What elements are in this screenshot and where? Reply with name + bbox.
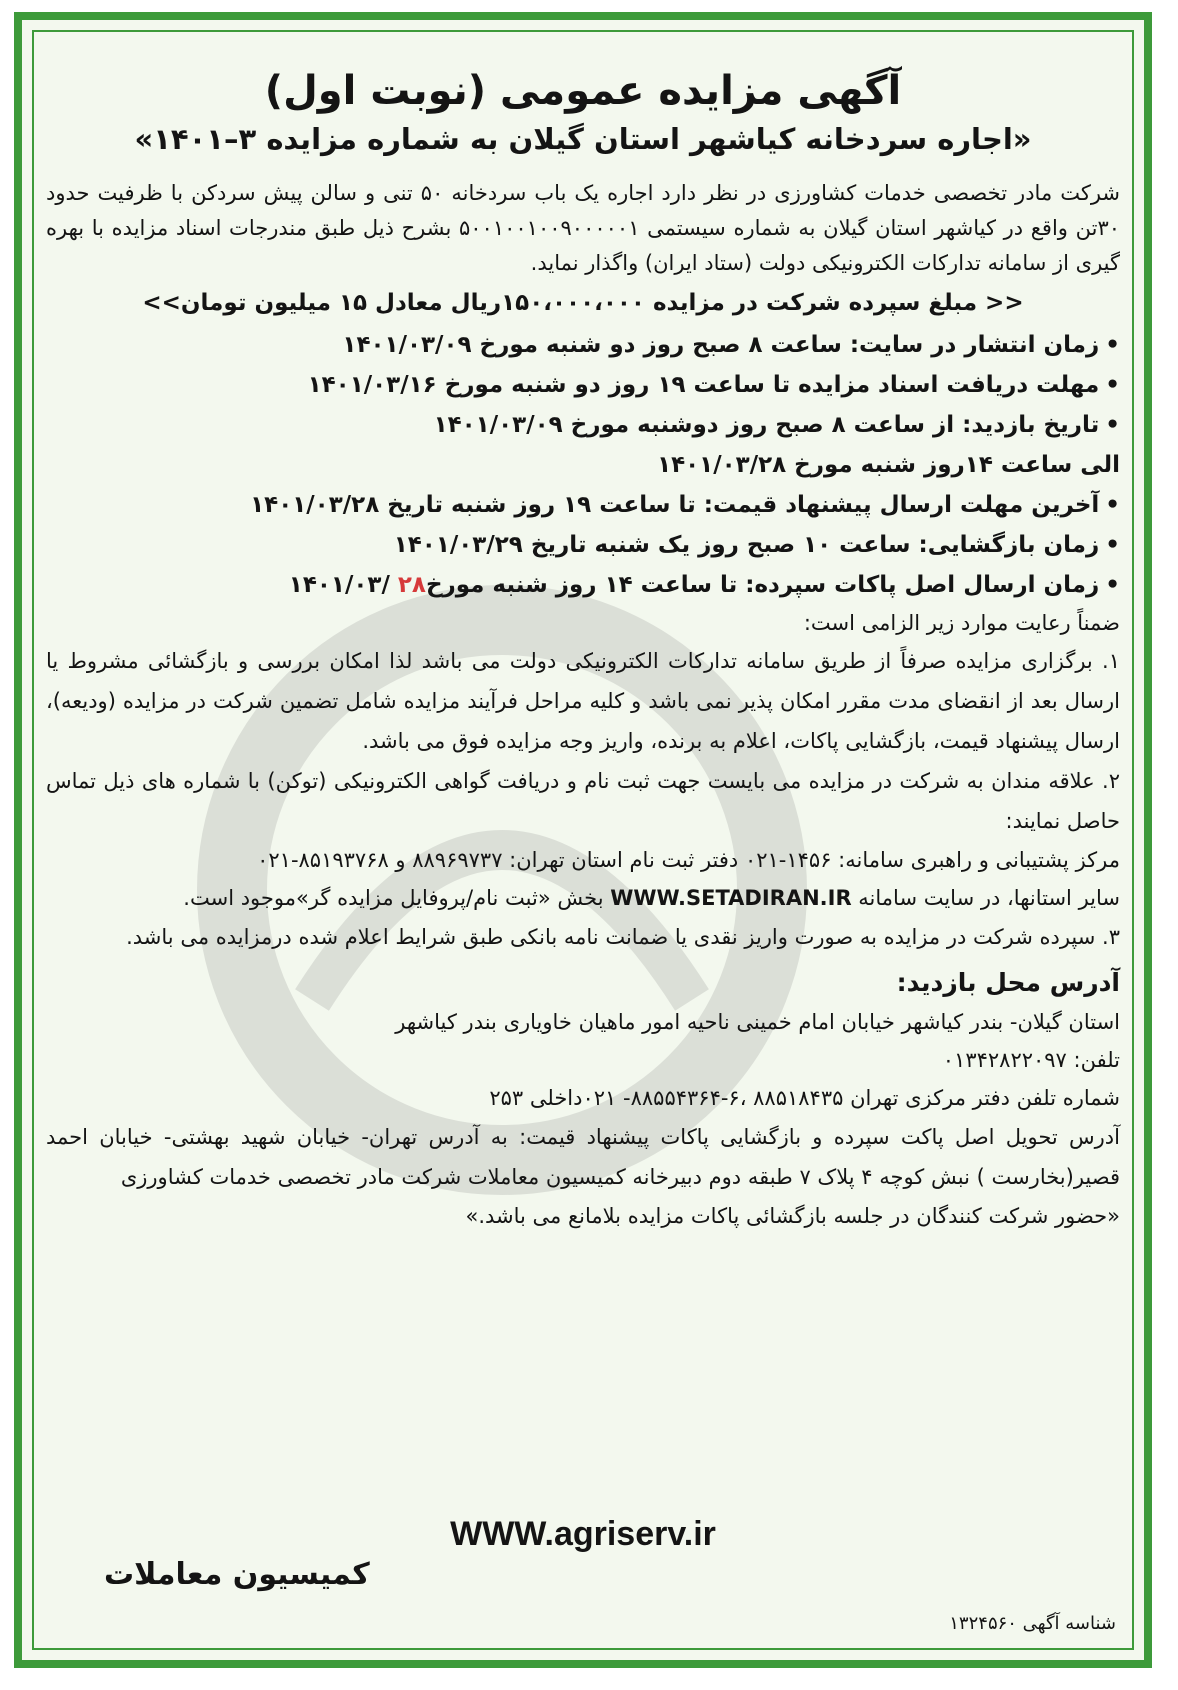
packets-deadline-pre: زمان ارسال اصل پاکات سپرده: تا ساعت ۱۴ روز شنبه مورخ: [425, 572, 1100, 598]
packets-deadline-highlight: ۲۸: [397, 572, 426, 598]
schedule-list: [46, 325, 1120, 445]
notice-content: [46, 38, 1120, 1650]
website-link[interactable]: WWW.agriserv.ir: [450, 1515, 716, 1553]
provinces-post: بخش «ثبت نام/پروفایل مزایده گر»موجود است.: [183, 886, 611, 910]
receive-docs-deadline: مهلت دریافت اسناد مزایده تا ساعت ۱۹ روز دو شنبه مورخ ۱۴۰۱/۰۳/۱۶: [307, 372, 1100, 398]
schedule-item: •زمان ارسال اصل پاکات سپرده: تا ساعت ۱۴ روز شنبه مورخ۲۸ /۱۴۰۱/۰۳: [288, 572, 1120, 598]
condition-2: ۲. علاقه مندان به شرکت در مزایده می بایست جهت ثبت نام و دریافت گواهی الکترونیکی (توکن) با شماره های ذیل تماس حاصل نمایند:: [46, 769, 1120, 833]
deposit-amount: << مبلغ سپرده شرکت در مزایده ۱۵۰،۰۰۰،۰۰۰ریال معادل ۱۵ میلیون تومان>>: [142, 290, 1024, 316]
notice-title: آگهی مزایده عمومی (نوبت اول): [264, 68, 902, 114]
attendance-note: «حضور شرکت کنندگان در جلسه بازگشائی پاکات مزایده بلامانع می باشد.»: [465, 1204, 1120, 1228]
setadiran-link[interactable]: WWW.SETADIRAN.IR: [610, 886, 852, 910]
intro-paragraph: شرکت مادر تخصصی خدمات کشاورزی در نظر دارد اجاره یک باب سردخانه ۵۰ تنی و سالن پیش سردکن با ظرفیت حدود ۳۰تن واقع در کیاشهر استان گیلان به شماره سیستمی ۵۰۰۱۰۰۱۰۰۹۰۰۰۰۰۱ بشرح ذیل طبق مندرجات اسناد مزایده با بهره گیری از سامانه تدارکات الکترونیکی دولت (ستاد ایران) واگذار نماید.: [46, 181, 1121, 275]
schedule-list-2: [46, 485, 1120, 605]
notice-subtitle: «اجاره سردخانه کیاشهر استان گیلان به شماره مزایده ۳–۱۴۰۱»: [134, 122, 1032, 156]
schedule-item: •تاریخ بازدید: از ساعت ۸ صبح روز دوشنبه مورخ ۱۴۰۱/۰۳/۰۹: [433, 412, 1120, 438]
tehran-office-phone: شماره تلفن دفتر مرکزی تهران ۸۸۵۱۸۴۳۵ ،۶-۸۸۵۵۴۳۶۴- ۰۲۱داخلی ۲۵۳: [489, 1086, 1120, 1110]
visit-date: تاریخ بازدید: از ساعت ۸ صبح روز دوشنبه مورخ ۱۴۰۱/۰۳/۰۹: [433, 412, 1100, 438]
packets-deadline-post: /۱۴۰۱/۰۳: [288, 572, 398, 598]
schedule-item: •مهلت دریافت اسناد مزایده تا ساعت ۱۹ روز دو شنبه مورخ ۱۴۰۱/۰۳/۱۶: [307, 372, 1120, 398]
schedule-item: •آخرین مهلت ارسال پیشنهاد قیمت: تا ساعت ۱۹ روز شنبه تاریخ ۱۴۰۱/۰۳/۲۸: [250, 492, 1120, 518]
schedule-item: •زمان بازگشایی: ساعت ۱۰ صبح روز یک شنبه تاریخ ۱۴۰۱/۰۳/۲۹: [393, 532, 1120, 558]
schedule-item: •زمان انتشار در سایت: ساعت ۸ صبح روز دو شنبه مورخ ۱۴۰۱/۰۳/۰۹: [342, 332, 1120, 358]
condition-3: ۳. سپرده شرکت در مزایده به صورت واریز نقدی یا ضمانت نامه بانکی طبق شرایط اعلام شده درمزایده می باشد.: [126, 925, 1120, 949]
conditions-intro: ضمناً رعایت موارد زیر الزامی است:: [803, 611, 1120, 635]
opening-time: زمان بازگشایی: ساعت ۱۰ صبح روز یک شنبه تاریخ ۱۴۰۱/۰۳/۲۹: [393, 532, 1100, 558]
ad-id: شناسه آگهی ۱۳۲۴۵۶۰: [949, 1613, 1116, 1634]
address-heading: آدرس محل بازدید:: [896, 968, 1120, 997]
delivery-address: آدرس تحویل اصل پاکت سپرده و بازگشایی پاکات پیشنهاد قیمت: به آدرس تهران- خیابان شهید بهشتی- خیابان احمد قصیر(بخارست ) نبش کوچه ۴ پلاک ۷ طبقه دوم دبیرخانه کمیسیون معاملات شرکت مادر تخصصی خدمات کشاورزی: [46, 1125, 1120, 1189]
provinces-pre: سایر استانها، در سایت سامانه: [851, 886, 1120, 910]
visit-address: استان گیلان- بندر کیاشهر خیابان امام خمینی ناحیه امور ماهیان خاویاری بندر کیاشهر: [395, 1010, 1120, 1034]
provinces-line: [46, 879, 1120, 917]
condition-1: ۱. برگزاری مزایده صرفاً از طریق سامانه تدارکات الکترونیکی دولت می باشد لذا امکان بررسی و بازگشائی مشروط یا ارسال بعد از انقضای مدت مقرر امکان پذیر نمی باشد و کلیه مراحل فرآیند مزایده شامل تضمین شرکت در مزایده (ودیعه)، ارسال پیشنهاد قیمت، بازگشایی پاکات، اعلام به برنده، واریز وجه مزایده فوق می باشد.: [46, 649, 1120, 753]
signature: کمیسیون معاملات: [104, 1557, 370, 1592]
notice-frame: [14, 12, 1152, 1668]
bid-deadline: آخرین مهلت ارسال پیشنهاد قیمت: تا ساعت ۱۹ روز شنبه تاریخ ۱۴۰۱/۰۳/۲۸: [250, 492, 1100, 518]
support-phones: مرکز پشتیبانی و راهبری سامانه: ۱۴۵۶-۰۲۱ دفتر ثبت نام استان تهران: ۸۸۹۶۹۷۳۷ و ۸۵۱۹۳۷۶۸-۰۲۱: [257, 848, 1120, 872]
visit-phone: تلفن: ۰۱۳۴۲۸۲۲۰۹۷: [942, 1048, 1120, 1072]
visit-date-continued: الی ساعت ۱۴روز شنبه مورخ ۱۴۰۱/۰۳/۲۸: [657, 452, 1120, 478]
publish-time: زمان انتشار در سایت: ساعت ۸ صبح روز دو شنبه مورخ ۱۴۰۱/۰۳/۰۹: [342, 332, 1100, 358]
